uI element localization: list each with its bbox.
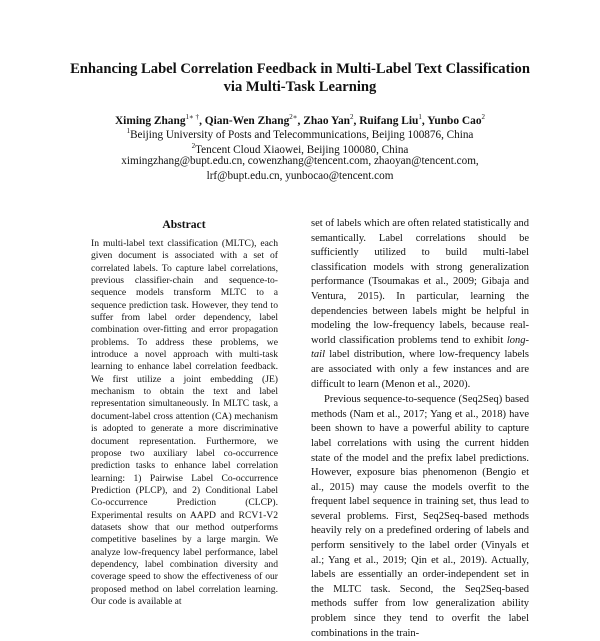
paper-title-line2: via Multi-Task Learning bbox=[223, 79, 377, 95]
affiliation-text: Tencent Cloud Xiaowei, Beijing 100080, China bbox=[195, 144, 409, 156]
author-marker: 1∗ † bbox=[185, 113, 200, 121]
author-marker: 2 bbox=[350, 113, 354, 121]
author-separator: , bbox=[199, 115, 205, 127]
author-emails-line2: lrf@bupt.edu.cn, yunbocao@tencent.com bbox=[206, 170, 394, 182]
abstract-body: In multi-label text classification (MLTC), each given document is associated with a set of correlated labels. To capture label correlations, previous classifier-chain and sequence-to-sequence models transform MLTC to a sequence prediction task. However, they tend to suffer from label order dependency, label combination over-fitting and error propagation problems. To address these problems, we introduce a novel approach with multi-task learning to enhance label correlation feedback. We first utilize a joint embedding (JE) mechanism to obtain the text and label representation simultaneously. In MLTC task, a document-label cross attention (CA) mechanism is adopted to generate a more discriminative document representation. Furthermore, we propose two auxiliary label co-occurrence prediction tasks to enhance label correlation learning: 1) Pairwise Label Co-occurrence Prediction (PLCP), and 2) Conditional Label Co-occurrence Prediction (CLCP). Experimental results on AAPD and RCV1-V2 datasets show that our method outperforms competitive baselines by a large margin. We analyze low-frequency label performance, label dependency, label combination diversity and coverage speed to show the effectiveness of our proposed method on label correlation learning. Our code is available at bbox=[91, 238, 278, 607]
body-text: label distribution, where low-frequency labels are associated with only a few instances and are difficult to learn (Menon et al., 2020). bbox=[311, 349, 529, 390]
author-name: Ruifang Liu bbox=[359, 115, 419, 127]
paper-title bbox=[40, 60, 560, 96]
affiliation-marker: 2 bbox=[191, 142, 196, 150]
affiliation-marker: 1 bbox=[126, 127, 131, 135]
paper-title-line1: Enhancing Label Correlation Feedback in Multi-Label Text Classification bbox=[70, 61, 530, 77]
affiliation-text: Beijing University of Posts and Telecommunications, Beijing 100876, China bbox=[130, 129, 474, 141]
author-name: Qian-Wen Zhang bbox=[204, 115, 290, 127]
author-marker: 1 bbox=[418, 113, 422, 121]
author-marker: 2 bbox=[481, 113, 486, 121]
body-text: set of labels which are often related statistically and semantically. Label correlations should be sufficiently utilized to build multi-label classification models with strong generalization performance (Tsoumakas et al., 2009; Gibaja and Ventura, 2015). In particular, learning the dependencies between labels might be helpful in modeling the low-frequency labels, because real-world classification problems tend to exhibit bbox=[311, 218, 529, 346]
author-emails-line1: ximingzhang@bupt.edu.cn, cowenzhang@tencent.com, zhaoyan@tencent.com, bbox=[121, 155, 479, 167]
body-paragraph: Previous sequence-to-sequence (Seq2Seq) based methods (Nam et al., 2017; Yang et al., 2018) have been shown to have a powerful ability to capture label correlations with using the current hidden state of the model and the prefix label predictions. However, exposure bias phenomenon (Bengio et al., 2015) may cause the models overfit to the frequent label sequence in training set, thus lead to several problems. First, Seq2Seq-based methods heavily rely on a predefined ordering of labels and perform sensitively to the label order (Vinyals et al.; Yang et al., 2019; Qin et al., 2019). Actually, labels are essentially an order-independent set in the MLTC task. Second, the Seq2Seq-based methods suffer from low generalization ability problem since they tend to overfit the label combinations in the train- bbox=[311, 394, 529, 639]
introduction-column bbox=[311, 217, 529, 641]
author-marker: 2∗ bbox=[289, 113, 298, 121]
body-paragraph bbox=[311, 217, 529, 392]
author-name: Ximing Zhang bbox=[114, 115, 186, 127]
author-name: Yunbo Cao bbox=[427, 115, 482, 127]
abstract-heading: Abstract bbox=[162, 218, 206, 231]
author-separator: , bbox=[421, 115, 428, 127]
emphasis-text: long-tail bbox=[311, 334, 529, 361]
author-name: Zhao Yan bbox=[303, 115, 350, 127]
author-separator: , bbox=[297, 115, 304, 127]
author-separator: , bbox=[353, 115, 360, 127]
